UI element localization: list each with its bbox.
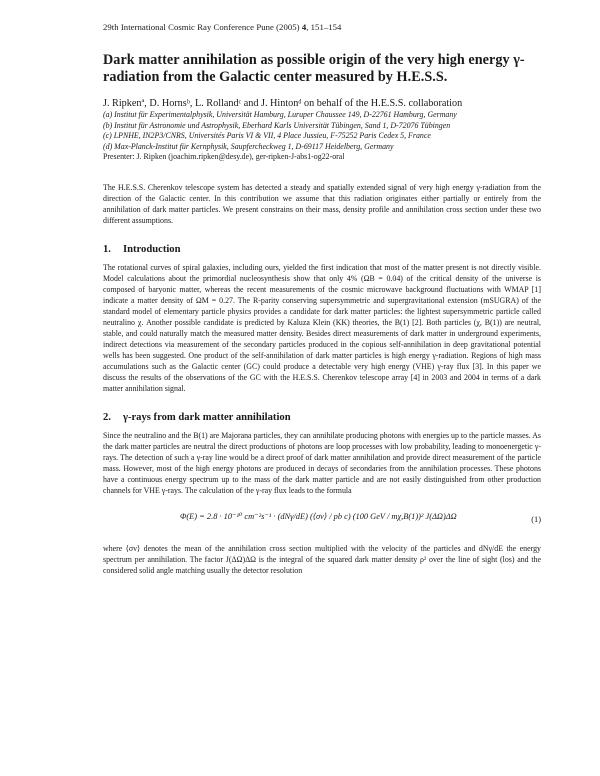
section-title: γ-rays from dark matter annihilation <box>123 411 291 423</box>
author-list: J. Ripkenª, D. Hornsᵇ, L. Rollandᶜ and J. Hintonᵈ on behalf of the H.E.S.S. collaboration <box>103 98 463 109</box>
section-number: 2. <box>103 411 111 423</box>
affiliation: (d) Max-Planck-Institut für Kernphysik, Saupfercheckweg 1, D-69117 Heidelberg, Germany <box>103 141 394 151</box>
paper-title: Dark matter annihilation as possible origin of the very high energy γ-radiation from the Galactic center measured by H.E.S.S. <box>103 52 525 85</box>
equation-number: (1) <box>531 514 541 524</box>
section-heading <box>103 412 541 423</box>
section-title: Introduction <box>123 243 181 255</box>
affiliation: (a) Institut für Experimentalphysik, Universität Hamburg, Luruper Chaussee 149, D-22761 Hamburg, Germany <box>103 110 457 119</box>
paper-page <box>103 22 541 576</box>
affiliation: (c) LPNHE, IN2P3/CNRS, Universités Paris VI & VII, 4 Place Jussieu, F-75252 Paris Cedex 5, France <box>103 131 431 141</box>
section-number: 1. <box>103 243 111 255</box>
volume-number: 4 <box>301 22 307 32</box>
presenter-line: Presenter: J. Ripken (joachim.ripken@desy.de), ger-ripken-J-abs1-og22-oral <box>103 152 345 162</box>
section-body: The rotational curves of spiral galaxies, including ours, yielded the first indication that most of the matter present is not directly visible. Model calculations about the primordial nucleosynthesis show that only 4% (ΩB = 0.04) of the critical density of the universe is composed of baryonic matter, whereas the recent measurements of the cosmic microwave background fluctuations with WMAP [1] indicate a matter density of ΩM = 0.27. The R-parity conserving supersymmetric and supergravitational extension (mSUGRA) of the standard model of elementary particle physics provides a candidate for dark matter particles: the lightest supersymmetric particle called neutralino χ. Another possible candidate is predicted by Kaluza Klein (KK) theories, the B(1) [2]. Both particles (χ, B(1)) are neutral, stable, and could naturally match the measured matter density. Besides direct measurements of dark matter in underground experiments, indirect detections via measurement of the secondary particles produced in the copious self-annihilation in deep gravitational potential wells has been suggested. One product of the self-annihilation of dark matter particles is high energy γ-radiation. Regions of high mass accumulations such as the Galactic center (GC) could produce a detectable very high energy (VHE) γ-ray flux [3]. In this paper we discuss the results of the observations of the GC with the H.E.S.S. Cherenkov telescope array [4] in 2003 and 2004 in terms of a dark matter annihilation signal. <box>103 262 541 393</box>
page-range: , 151–154 <box>306 22 342 32</box>
abstract: The H.E.S.S. Cherenkov telescope system has detected a steady and spatially extended signal of very high energy γ-radiation from the direction of the Galactic center. In this contribution we assume that this radiation originates either partially or entirely from the annihilation of dark matter particles. We present constrains on their mass, density profile and annihilation cross section under these two different assumptions. <box>103 182 541 225</box>
conference-name: 29th International Cosmic Ray Conference Pune (2005) <box>103 22 300 32</box>
running-header <box>103 22 541 32</box>
section-heading <box>103 244 541 255</box>
equation-block <box>103 507 541 531</box>
section-body-continued: where ⟨σv⟩ denotes the mean of the annihilation cross section multiplied with the velocity of the particles and dNγ/dE the energy spectrum per annihilation. The factor J(ΔΩ)ΔΩ is the integral of the squared dark matter density ρ² over the line of sight (los) and the considered solid angle matching usually the detector resolution <box>103 543 541 575</box>
section-body: Since the neutralino and the B(1) are Majorana particles, they can annihilate producing photons with energies up to the particle masses. As the dark matter particles are neutral the direct productions of photons are loop processes with low probability, leading to monoenergetic γ-rays. The detection of such a γ-ray line would be a direct proof of dark matter annihilation and provide direct measurement of the particle mass. However, most of the high energy photons are produced in decays of secondaries from the annihilation processes. These photons have a continuous energy spectrum up to the mass of the dark matter particle and are not easily distinguished from other production channels for VHE γ-rays. The calculation of the γ-ray flux leads to the formula <box>103 430 541 495</box>
affiliation: (b) Institut für Astronomie und Astrophysik, Eberhard Karls Universität Tübingen, Sand 1, D-72076 Tübingen <box>103 120 451 130</box>
equation: Φ(E) = 2.8 · 10⁻¹⁰ cm⁻²s⁻¹ · (dNγ/dE) (⟨σv⟩ / pb c) (100 GeV / mχ,B(1))² J(ΔΩ)ΔΩ <box>180 511 457 521</box>
